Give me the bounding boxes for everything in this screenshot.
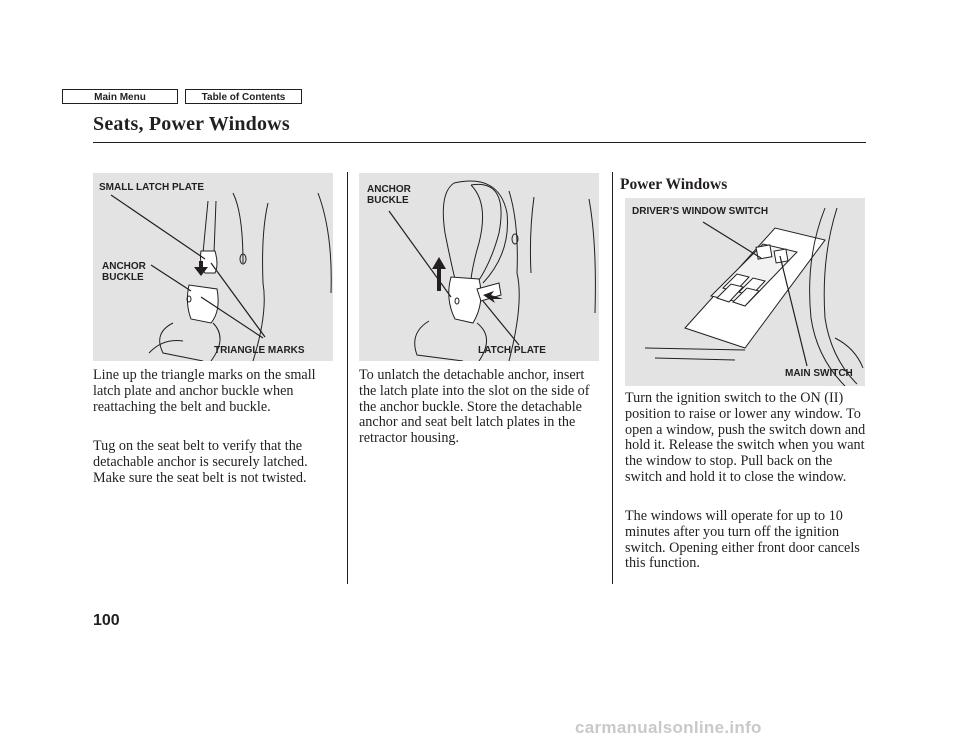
label-triangle-marks: TRIANGLE MARKS [214, 345, 305, 356]
section-heading-power-windows: Power Windows [620, 176, 728, 193]
label-latch-plate: LATCH PLATE [478, 345, 546, 356]
header-rule [93, 142, 866, 143]
label-small-latch-plate: SMALL LATCH PLATE [99, 182, 204, 193]
label-main-switch: MAIN SWITCH [785, 368, 853, 379]
figure-unlatch-anchor [359, 173, 599, 361]
label-drivers-window-switch: DRIVER’S WINDOW SWITCH [632, 206, 769, 217]
page-number: 100 [93, 612, 120, 629]
table-of-contents-button[interactable]: Table of Contents [185, 89, 302, 104]
figure-power-window-switch [625, 198, 865, 386]
col1-paragraph-1: Line up the triangle marks on the small latch plate and anchor buckle when reattaching the belt and buckle. [93, 367, 316, 415]
column-divider-left [347, 172, 348, 584]
col3-paragraph-2: The windows will operate for up to 10 minutes after you turn off the ignition switch. Opening either front door cancels this function. [625, 508, 860, 572]
col2-paragraph-1: To unlatch the detachable anchor, insert the latch plate into the slot on the side of the anchor buckle. Store the detachable anchor and seat belt latch plates in the retractor housing. [359, 367, 590, 447]
label-anchor-buckle: ANCHOR BUCKLE [102, 261, 146, 283]
column-divider-right [612, 172, 613, 584]
label-anchor-buckle-2: ANCHOR BUCKLE [367, 184, 411, 206]
power-window-switch-illustration [625, 198, 865, 386]
main-menu-button[interactable]: Main Menu [62, 89, 178, 104]
figure-latch-alignment [93, 173, 333, 361]
col3-paragraph-1: Turn the ignition switch to the ON (II) position to raise or lower any window. To open a window, push the switch down and hold it. Release the switch when you want the window to stop. Pull back on the switch and hold it to close the window. [625, 390, 866, 485]
col1-paragraph-2: Tug on the seat belt to verify that the detachable anchor is securely latched. Make sure the seat belt is not twisted. [93, 438, 308, 486]
footer-watermark: carmanualsonline.info [575, 718, 762, 737]
page-title: Seats, Power Windows [93, 113, 290, 135]
